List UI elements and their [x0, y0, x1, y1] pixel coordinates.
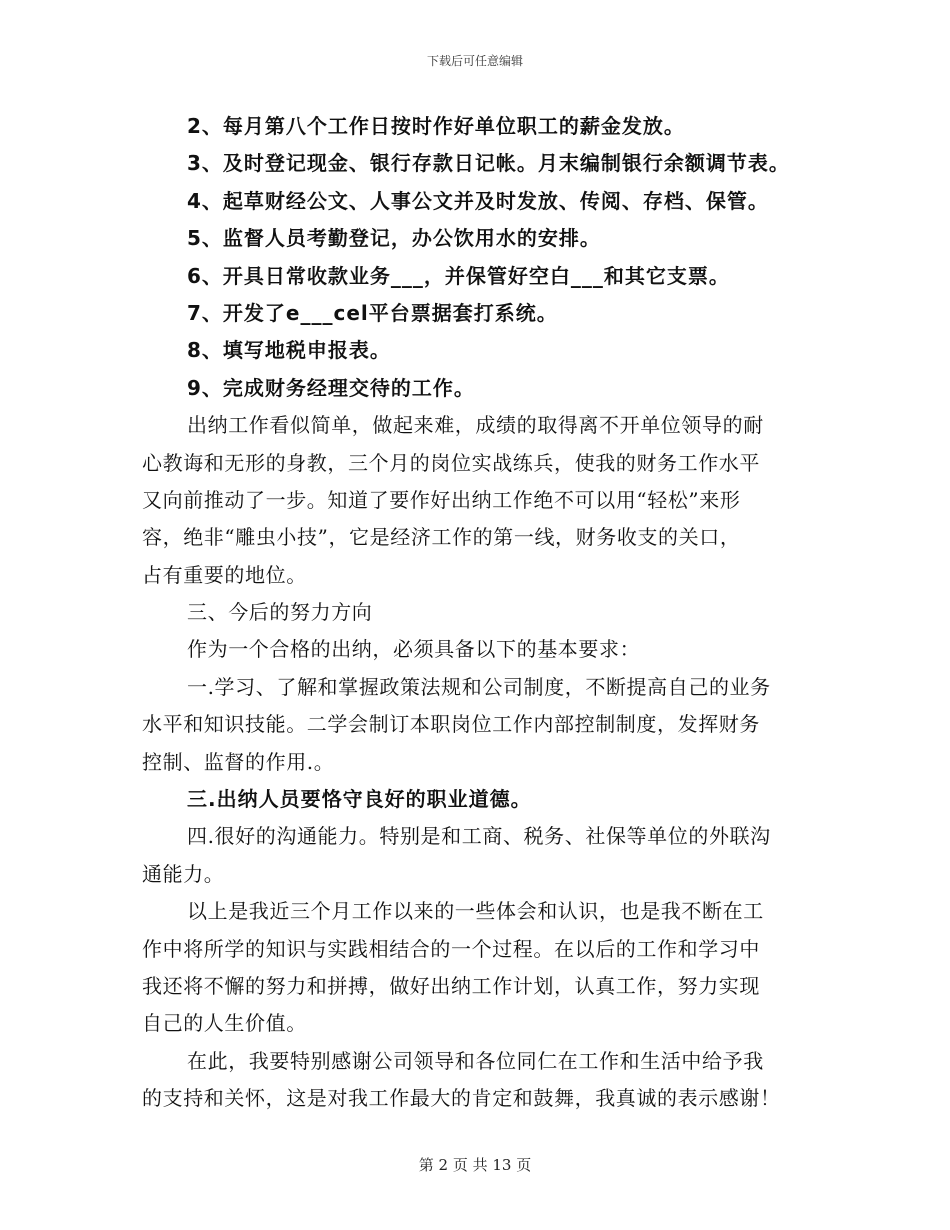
text-line: 2、每月第八个工作日按时作好单位职工的薪金发放。 — [187, 114, 685, 138]
text-line: 通能力。 — [142, 861, 225, 886]
document-body — [142, 108, 808, 1118]
text-line: 9、完成财务经理交待的工作。 — [187, 375, 475, 400]
text-line: 我还将不懈的努力和拼搏，做好出纳工作计划，认真工作，努力实现 — [142, 973, 760, 998]
text-line: 8、填写地税申报表。 — [187, 338, 391, 363]
text-line: 作为一个合格的出纳，必须具备以下的基本要求： — [187, 637, 641, 662]
text-line: 3、及时登记现金、银行存款日记帐。月末编制银行余额调节表。 — [187, 151, 790, 176]
text-line: 又向前推动了一步。知道了要作好出纳工作绝不可以用“轻松”来形 — [142, 487, 741, 512]
text-line: 6、开具日常收款业务___，并保管好空白___和其它支票。 — [187, 263, 730, 288]
text-line: 占有重要的地位。 — [142, 562, 307, 587]
text-line: 四.很好的沟通能力。特别是和工商、税务、社保等单位的外联沟 — [187, 824, 771, 849]
text-line: 一.学习、了解和掌握政策法规和公司制度，不断提高自己的业务 — [187, 674, 771, 699]
text-line: 控制、监督的作用.。 — [142, 749, 335, 774]
text-line: 5、监督人员考勤登记，办公饮用水的安排。 — [187, 226, 601, 251]
text-line: 的支持和关怀，这是对我工作最大的肯定和鼓舞，我真诚的表示感谢！ — [142, 1086, 781, 1111]
text-line: 4、起草财经公文、人事公文并及时发放、传阅、存档、保管。 — [187, 188, 769, 213]
text-line: 心教诲和无形的身教，三个月的岗位实战练兵，使我的财务工作水平 — [142, 450, 760, 475]
page-footer: 第 2 页 共 13 页 — [418, 1156, 532, 1174]
text-line: 三.出纳人员要恪守良好的职业道德。 — [187, 787, 532, 812]
text-line: 作中将所学的知识与实践相结合的一个过程。在以后的工作和学习中 — [142, 936, 760, 961]
page-header: 下载后可任意编辑 — [426, 54, 523, 68]
text-line: 三、今后的努力方向 — [187, 600, 373, 625]
text-line: 容，绝非“雕虫小技”，它是经济工作的第一线，财务收支的关口， — [142, 525, 741, 550]
text-line: 水平和知识技能。二学会制订本职岗位工作内部控制制度，发挥财务 — [142, 712, 760, 737]
text-line: 以上是我近三个月工作以来的一些体会和认识，也是我不断在工 — [187, 899, 764, 924]
text-line: 自己的人生价值。 — [142, 1011, 307, 1036]
text-line: 7、开发了e___cel平台票据套打系统。 — [187, 300, 558, 325]
text-line: 在此，我要特别感谢公司领导和各位同仁在工作和生活中给予我 — [187, 1048, 764, 1073]
text-line: 出纳工作看似简单，做起来难，成绩的取得离不开单位领导的耐 — [187, 413, 764, 438]
